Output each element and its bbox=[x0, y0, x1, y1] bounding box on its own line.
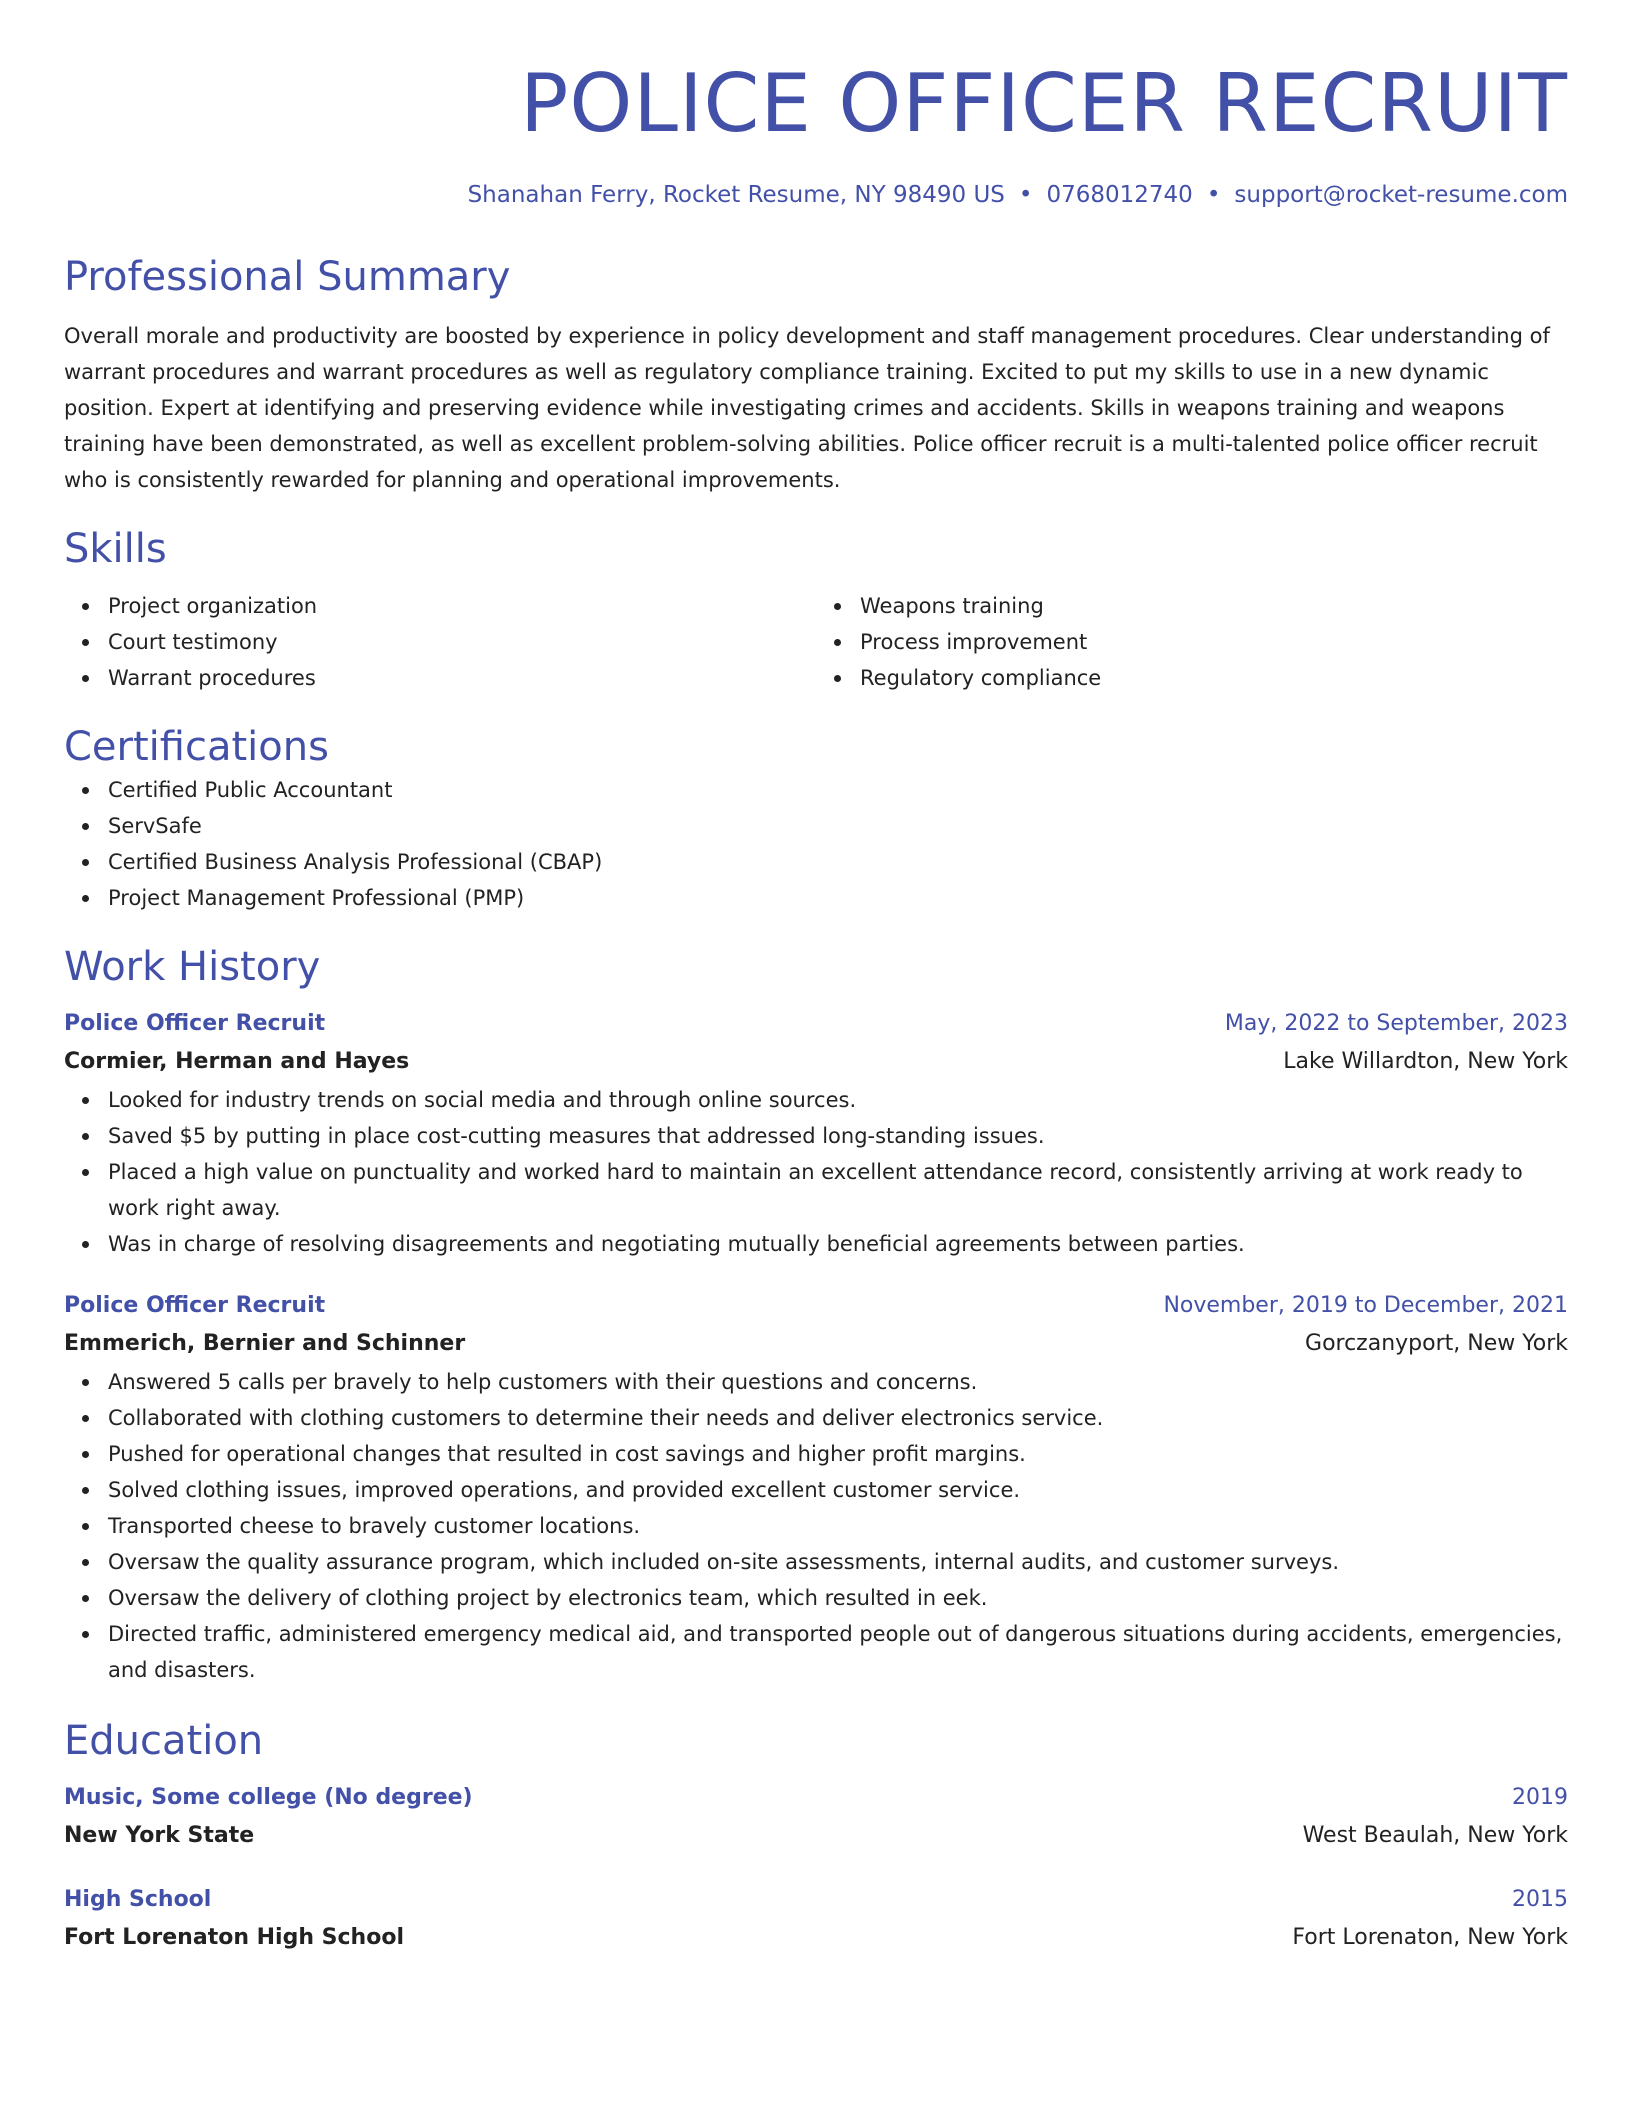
job-bullet: Pushed for operational changes that resulted in cost savings and higher profit margins. bbox=[108, 1436, 1568, 1472]
skills-grid bbox=[64, 588, 1568, 696]
education-heading: Education bbox=[64, 1718, 264, 1764]
contact-phone[interactable]: 0768012740 bbox=[1046, 182, 1193, 208]
contact-line bbox=[64, 180, 1568, 210]
certification-item: Certified Public Accountant bbox=[108, 772, 1568, 808]
job-entry bbox=[64, 1006, 1568, 1262]
job-bullets bbox=[64, 1364, 1568, 1688]
work-history-section bbox=[64, 942, 1568, 1688]
job-bullet: Answered 5 calls per bravely to help customers with their questions and concerns. bbox=[108, 1364, 1568, 1400]
education-degree: Music, Some college (No degree) bbox=[64, 1785, 473, 1810]
job-bullet: Oversaw the delivery of clothing project by electronics team, which resulted in eek. bbox=[108, 1580, 1568, 1616]
skill-item: Court testimony bbox=[108, 624, 816, 660]
job-company-row bbox=[64, 1324, 1568, 1364]
summary-text: Overall morale and productivity are boosted by experience in policy development and staff management procedures. Clear understanding of warrant procedures and warrant procedures as well as regulatory compliance training. Excited to put my skills to use in a new dynamic position. Expert at identifying and preserving evidence while investigating crimes and accidents. Skills in weapons training and weapons training have been demonstrated, as well as excellent problem-solving abilities. Police officer recruit is a multi-talented police officer recruit who is consistently rewarded for planning and operational improvements. bbox=[64, 324, 1550, 492]
job-bullets bbox=[64, 1082, 1568, 1262]
education-entry bbox=[64, 1882, 1568, 1958]
job-dates: May, 2022 to September, 2023 bbox=[1224, 1011, 1568, 1036]
education-location: West Beaulah, New York bbox=[1302, 1823, 1568, 1848]
job-header-row bbox=[64, 1006, 1568, 1042]
job-bullet: Directed traffic, administered emergency medical aid, and transported people out of dangerous situations during accidents, emergencies, and disasters. bbox=[108, 1616, 1568, 1688]
work-history-heading: Work History bbox=[64, 944, 321, 990]
contact-separator: • bbox=[1206, 182, 1221, 208]
certification-item: Certified Business Analysis Professional (CBAP) bbox=[108, 844, 1568, 880]
certifications-list bbox=[64, 772, 1568, 916]
job-bullet: Transported cheese to bravely customer locations. bbox=[108, 1508, 1568, 1544]
education-header-row bbox=[64, 1780, 1568, 1816]
job-bullet: Looked for industry trends on social media and through online sources. bbox=[108, 1082, 1568, 1118]
summary-heading: Professional Summary bbox=[64, 254, 511, 300]
education-school-row bbox=[64, 1918, 1568, 1958]
education-year: 2015 bbox=[1512, 1887, 1568, 1912]
contact-email[interactable]: support@rocket-resume.com bbox=[1234, 182, 1568, 208]
job-bullet: Placed a high value on punctuality and worked hard to maintain an excellent attendance record, consistently arriving at work ready to work right away. bbox=[108, 1154, 1568, 1226]
contact-address: Shanahan Ferry, Rocket Resume, NY 98490 US bbox=[467, 182, 1005, 208]
job-location: Gorczanyport, New York bbox=[1305, 1331, 1568, 1356]
skill-item: Warrant procedures bbox=[108, 660, 816, 696]
education-year: 2019 bbox=[1512, 1785, 1568, 1810]
skills-column-left bbox=[64, 588, 816, 696]
certification-item: Project Management Professional (PMP) bbox=[108, 880, 1568, 916]
job-company: Cormier, Herman and Hayes bbox=[64, 1049, 410, 1074]
education-header-row bbox=[64, 1882, 1568, 1918]
skills-list-right bbox=[816, 588, 1568, 696]
job-bullet: Solved clothing issues, improved operations, and provided excellent customer service. bbox=[108, 1472, 1568, 1508]
education-school-row bbox=[64, 1816, 1568, 1856]
skills-column-right bbox=[816, 588, 1568, 696]
education-location: Fort Lorenaton, New York bbox=[1292, 1925, 1568, 1950]
summary-section bbox=[64, 252, 1568, 498]
education-section bbox=[64, 1716, 1568, 1958]
skill-item: Weapons training bbox=[860, 588, 1568, 624]
skills-section bbox=[64, 524, 1568, 696]
certifications-section bbox=[64, 722, 1568, 916]
skill-item: Process improvement bbox=[860, 624, 1568, 660]
job-location: Lake Willardton, New York bbox=[1283, 1049, 1568, 1074]
skills-list-left bbox=[64, 588, 816, 696]
job-role: Police Officer Recruit bbox=[64, 1011, 326, 1036]
job-entry bbox=[64, 1288, 1568, 1688]
candidate-title: POLICE OFFICER RECRUIT bbox=[520, 57, 1568, 150]
job-dates: November, 2019 to December, 2021 bbox=[1163, 1293, 1568, 1318]
job-bullet: Oversaw the quality assurance program, which included on-site assessments, internal audits, and customer surveys. bbox=[108, 1544, 1568, 1580]
skill-item: Regulatory compliance bbox=[860, 660, 1568, 696]
job-company-row bbox=[64, 1042, 1568, 1082]
contact-separator: • bbox=[1018, 182, 1033, 208]
certifications-heading: Certifications bbox=[64, 724, 329, 770]
skills-heading: Skills bbox=[64, 526, 167, 572]
job-role: Police Officer Recruit bbox=[64, 1293, 326, 1318]
job-bullet: Collaborated with clothing customers to determine their needs and deliver electronics service. bbox=[108, 1400, 1568, 1436]
skill-item: Project organization bbox=[108, 588, 816, 624]
job-bullet: Was in charge of resolving disagreements and negotiating mutually beneficial agreements between parties. bbox=[108, 1226, 1568, 1262]
resume-header bbox=[64, 56, 1568, 210]
job-header-row bbox=[64, 1288, 1568, 1324]
education-entry bbox=[64, 1780, 1568, 1856]
job-company: Emmerich, Bernier and Schinner bbox=[64, 1331, 466, 1356]
education-degree: High School bbox=[64, 1887, 212, 1912]
education-school: New York State bbox=[64, 1823, 255, 1848]
certification-item: ServSafe bbox=[108, 808, 1568, 844]
job-bullet: Saved $5 by putting in place cost-cutting measures that addressed long-standing issues. bbox=[108, 1118, 1568, 1154]
education-school: Fort Lorenaton High School bbox=[64, 1925, 404, 1950]
